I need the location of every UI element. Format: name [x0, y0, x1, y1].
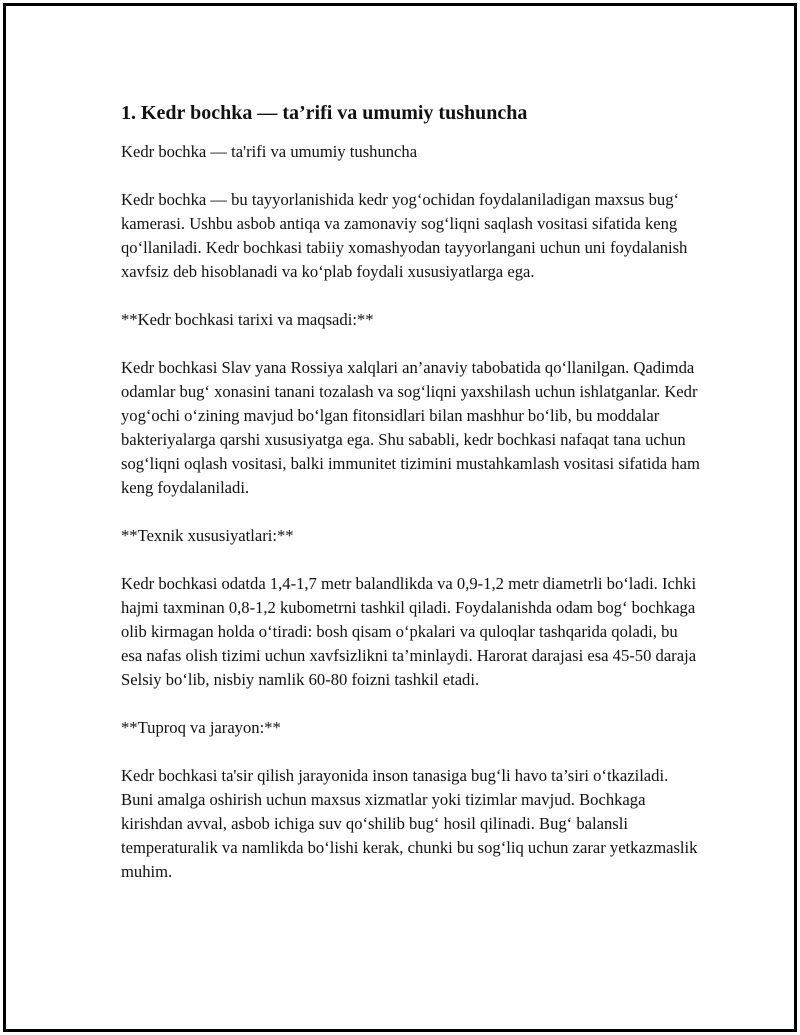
document-body [121, 100, 701, 908]
specs-paragraph: Kedr bochkasi odatda 1,4-1,7 metr balandlikda va 0,9-1,2 metr diametrli bo‘ladi. Ichki hajmi taxminan 0,8-1,2 kubometrni tashkil qiladi. Foydalanishda odam bog‘ bochkaga olib kirmagan holda o‘tiradi: bosh qisam o‘pkalari va quloqlar tashqarida qoladi, bu esa nafas olish tizimi uchun xavfsizlikni ta’minlaydi. Harorat darajasi esa 45-50 daraja Selsiy bo‘lib, nisbiy namlik 60-80 foizni tashkil etadi. [121, 574, 697, 689]
intro-paragraph: Kedr bochka — bu tayyorlanishida kedr yog‘ochidan foydalaniladigan maxsus bug‘ kamerasi. Ushbu asbob antiqa va zamonaviy sog‘liqni saqlash vositasi sifatida keng qo‘llaniladi. Kedr bochkasi tabiiy xomashyodan tayyorlangani uchun uni foydalanish xavfsiz deb hisoblanadi va ko‘plab foydali xususiyatlarga ega. [121, 190, 688, 281]
history-paragraph: Kedr bochkasi Slav yana Rossiya xalqlari an’anaviy tabobatida qo‘llanilgan. Qadimda odamlar bug‘ xonasini tanani tozalash va sog‘liqni yaxshilash uchun ishlatganlar. Kedr yog‘ochi o‘zining mavjud bo‘lgan fitonsidlari bilan mashhur bo‘lib, bu moddalar bakteriyalarga qarshi xususiyatga ega. Shu sababli, kedr bochkasi nafaqat tana uchun sog‘liqni oqlash vositasi, balki immunitet tizimini mustahkamlash vositasi sifatida ham keng foydalaniladi. [121, 358, 700, 497]
process-paragraph: Kedr bochkasi ta'sir qilish jarayonida inson tanasiga bug‘li havo ta’siri o‘tkaziladi. Buni amalga oshirish uchun maxsus xizmatlar yoki tizimlar mavjud. Bochkaga kirishdan avval, asbob ichiga suv qo‘shilib bug‘ hosil qilinadi. Bug‘ balansli temperaturalik va namlikda bo‘lishi kerak, chunki bu sog‘liq uchun zarar yetkazmaslik muhim. [121, 766, 698, 881]
history-heading: **Kedr bochkasi tarixi va maqsadi:** [121, 310, 374, 329]
subtitle-paragraph: Kedr bochka — ta'rifi va umumiy tushuncha [121, 142, 418, 161]
document-title: 1. Kedr bochka — ta’rifi va umumiy tushuncha [121, 102, 528, 124]
page-frame [3, 3, 797, 1032]
process-heading: **Tuproq va jarayon:** [121, 718, 281, 737]
specs-heading: **Texnik xususiyatlari:** [121, 526, 294, 545]
